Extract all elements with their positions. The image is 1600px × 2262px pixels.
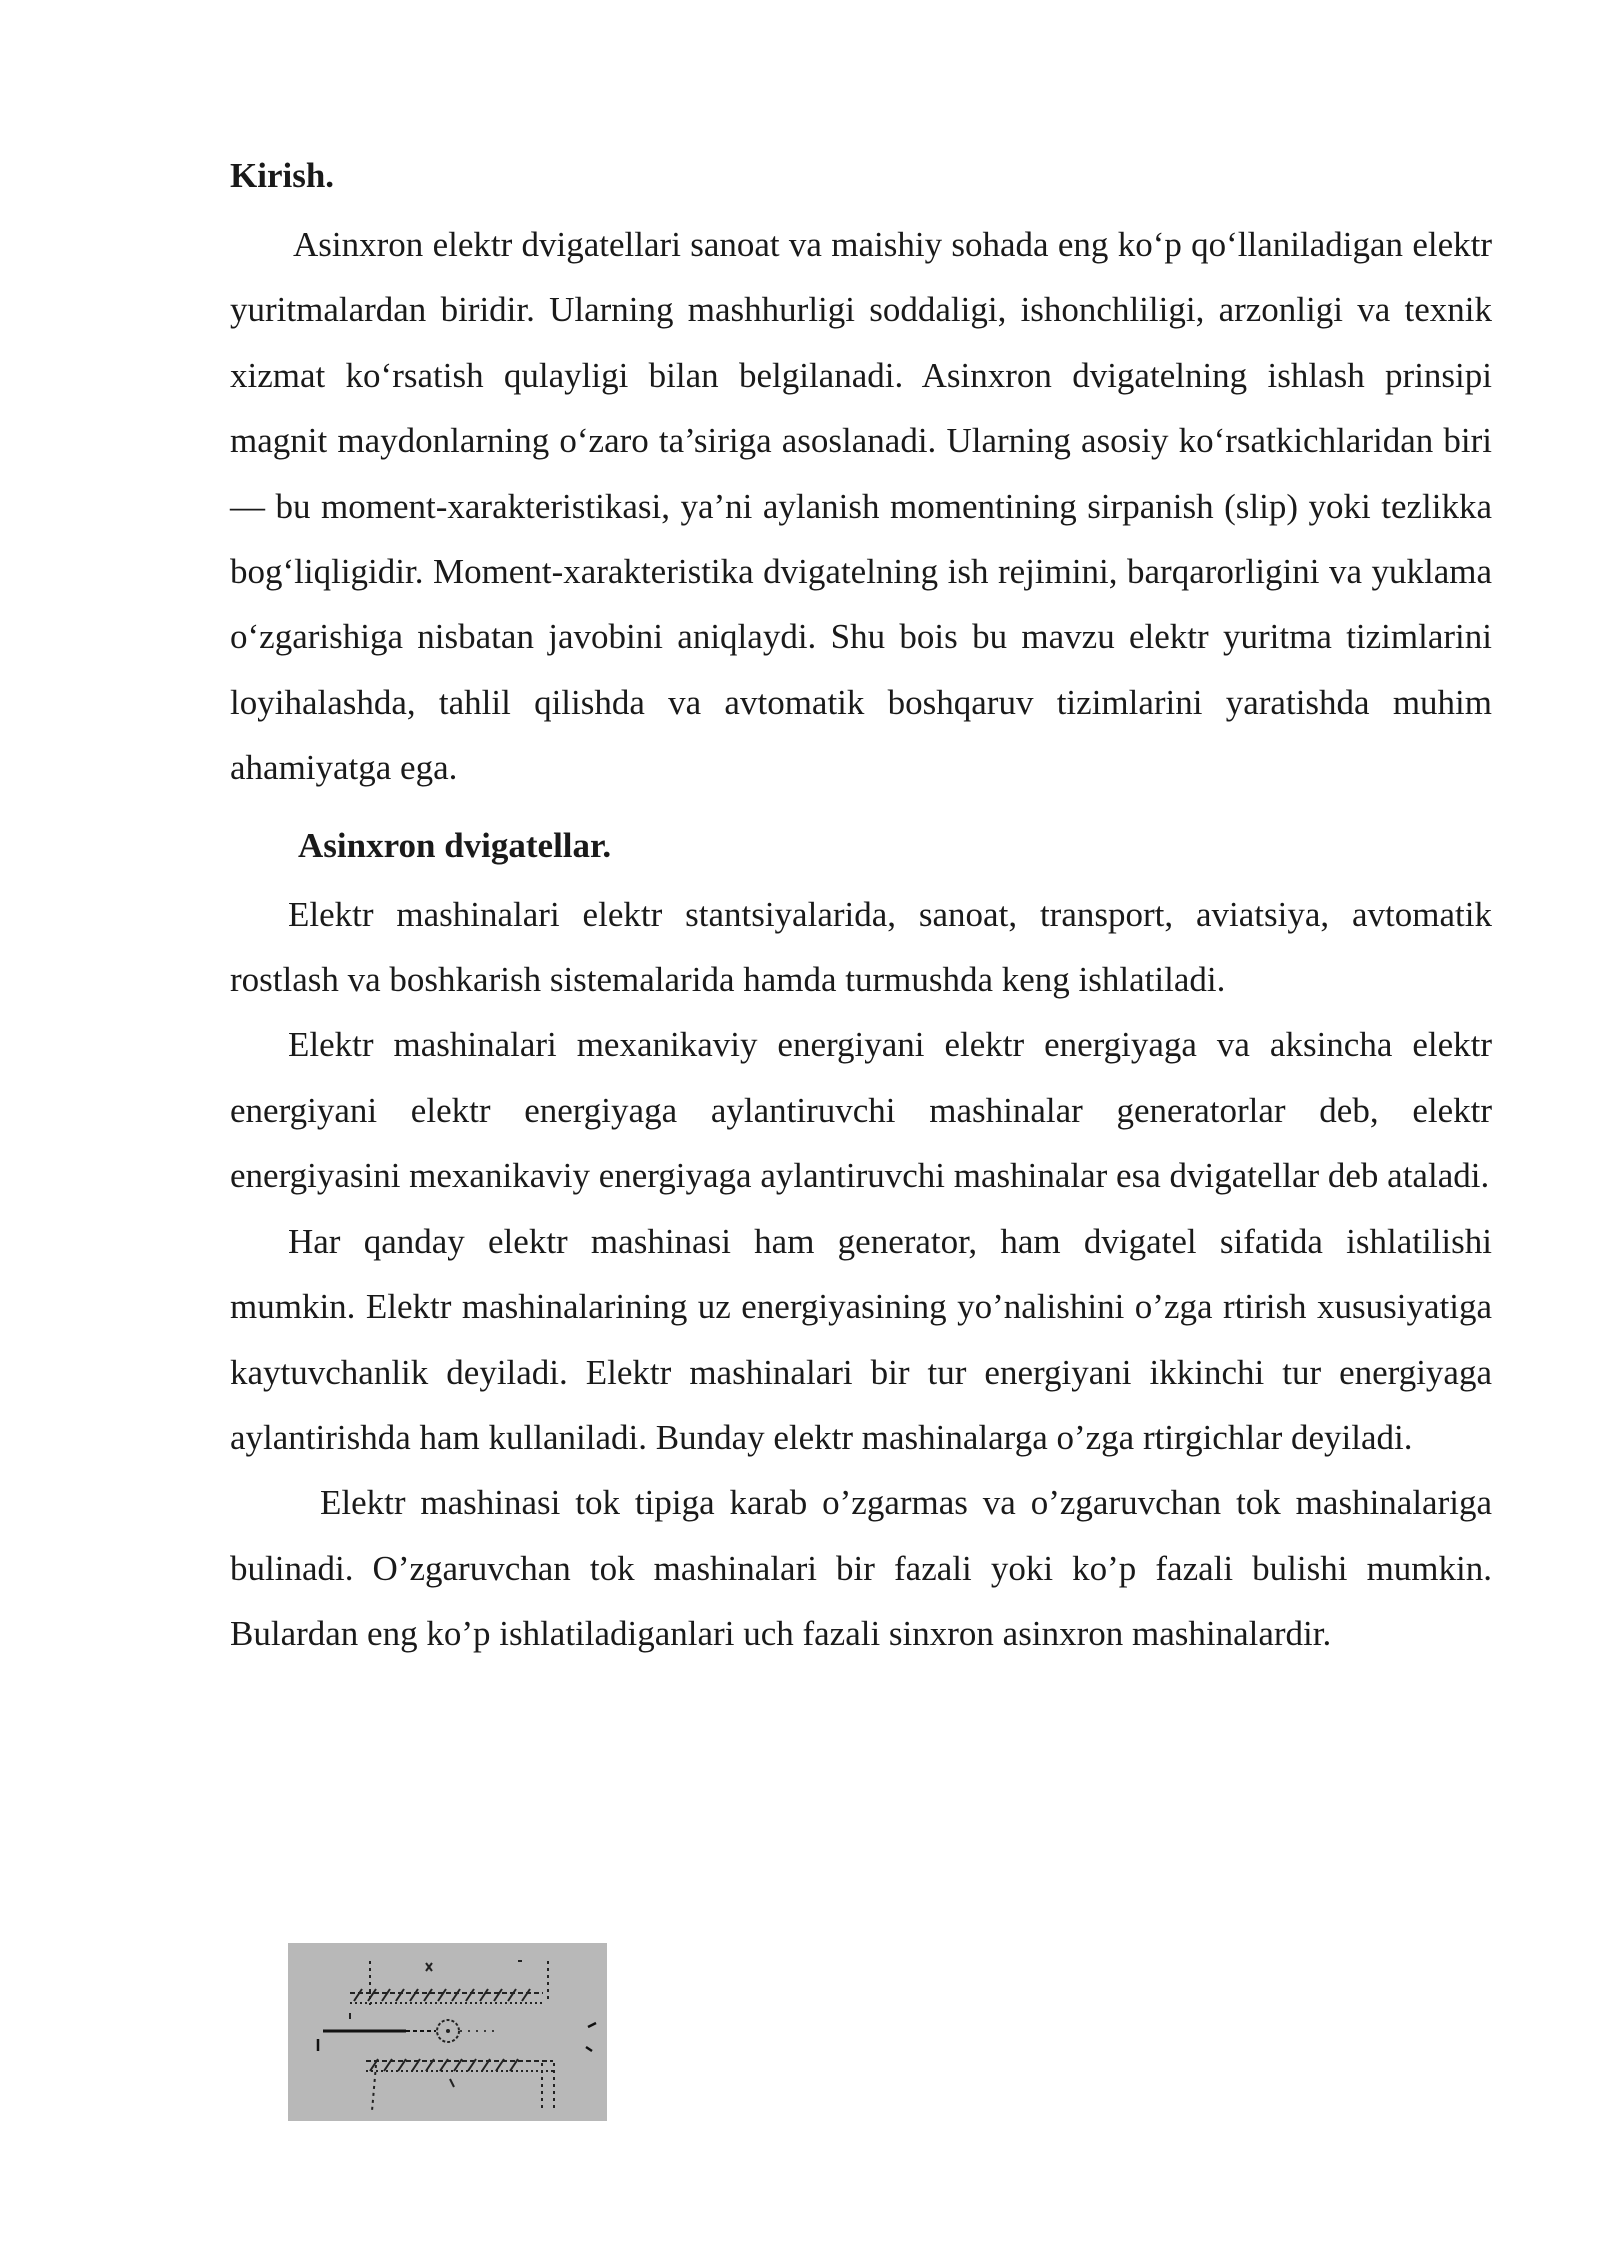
motor-diagram-drawing bbox=[288, 1943, 607, 2121]
section-paragraph-3: Har qanday elektr mashinasi ham generator, ham dvigatel sifatida ishlatilishi mumkin. Elektr mashinalarining uz energiyasining yo’nalishini o’zga rtirish xususiyatiga kaytuvchanlik deyiladi. Elektr mashinalari bir tur energiyani ikkinchi tur energiyaga aylantirishda ham kullaniladi. Bunday elektr mashinalarga o’zga rtirgichlar deyiladi. bbox=[230, 1221, 1492, 1457]
rotor-center bbox=[446, 2029, 450, 2033]
section-paragraph-4: Elektr mashinasi tok tipiga karab o’zgarmas va o’zgaruvchan tok mashinalariga bulinadi. O’zgaruvchan tok mashinalari bir fazali yoki ko’p fazali bulishi mumkin. Bulardan eng ko’p ishlatiladiganlari uch fazali sinxron asinxron mashinalardir. bbox=[230, 1483, 1492, 1654]
annotation-marks bbox=[350, 1961, 522, 2087]
section-heading: Asinxron dvigatellar. bbox=[298, 825, 612, 865]
frame-edges bbox=[370, 1961, 554, 2111]
motor-diagram-figure bbox=[288, 1943, 607, 2121]
document-page bbox=[230, 148, 1492, 1667]
section-paragraph-1: Elektr mashinalari elektr stantsiyalarida, sanoat, transport, aviatsiya, avtomatik rostlash va boshkarish sistemalarida hamda turmushda keng ishlatiladi. bbox=[230, 894, 1492, 1000]
section-paragraph-2: Elektr mashinalari mexanikaviy energiyani elektr energiyaga va aksincha elektr energiyani elektr energiyaga aylantiruvchi mashinalar generatorlar deb, elektr energiyasini mexanikaviy energiyaga aylantiruvchi mashinalar esa dvigatellar deb ataladi. bbox=[230, 1025, 1492, 1196]
upper-stator-hatching bbox=[350, 1989, 543, 2003]
intro-paragraph: Asinxron elektr dvigatellari sanoat va maishiy sohada eng ko‘p qo‘llaniladigan elektr yuritmalardan biridir. Ularning mashhurligi soddaligi, ishonchliligi, arzonligi va texnik xizmat ko‘rsatish qulayligi bilan belgilanadi. Asinxron dvigatelning ishlash prinsipi magnit maydonlarning o‘zaro ta’siriga asoslanadi. Ularning asosiy ko‘rsatkichlaridan biri — bu moment-xarakteristikasi, ya’ni aylanish momentining sirpanish (slip) yoki tezlikka bog‘liqligidir. Moment-xarakteristika dvigatelning ish rejimini, barqarorligini va yuklama o‘zgarishiga nisbatan javobini aniqlaydi. Shu bois bu mavzu elektr yuritma tizimlarini loyihalashda, tahlil qilishda va avtomatik boshqaruv tizimlarini yaratishda muhim ahamiyatga ega. bbox=[230, 225, 1492, 788]
intro-heading: Kirish. bbox=[230, 156, 335, 195]
lower-stator-hatching bbox=[366, 2059, 553, 2071]
